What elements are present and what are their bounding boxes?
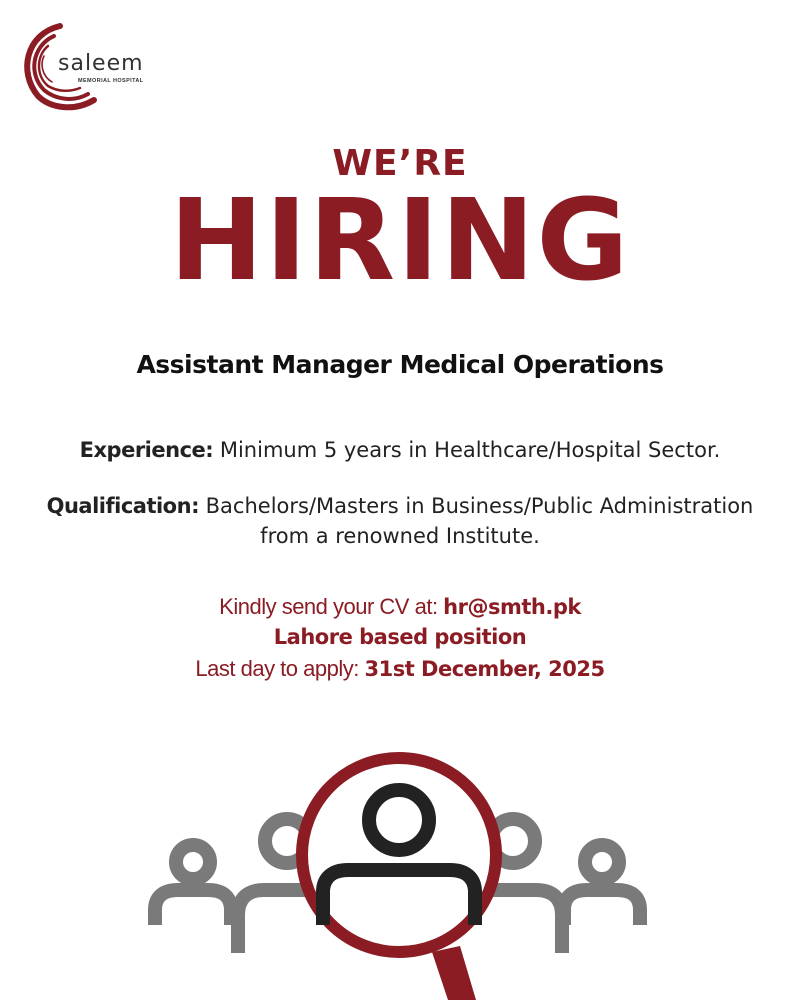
qualification-label: Qualification: [46,494,199,518]
person-far-right-body [564,890,640,925]
deadline-prefix: Last day to apply: [195,656,365,681]
cv-email[interactable]: hr@smth.pk [443,595,581,619]
person-far-right-head [585,845,619,879]
job-title: Assistant Manager Medical Operations [136,350,664,379]
experience-text: Minimum 5 years in Healthcare/Hospital Sector. [213,438,721,462]
qualification-requirement [20,491,780,551]
deadline-date: 31st December, 2025 [364,657,605,681]
headline-hiring: HIRING [169,176,631,306]
person-mid-left-body [238,890,312,953]
logo-wordmark: saleem [58,51,144,76]
logo-subtitle: MEMORIAL HOSPITAL [78,78,144,84]
magnifier-candidates-icon [0,720,800,1000]
cv-prefix: Kindly send your CV at: [219,594,444,619]
qualification-text-line2: from a renowned Institute. [260,524,540,548]
person-far-left-body [155,890,231,925]
deadline-line [0,656,800,682]
person-mid-right-body [488,890,562,953]
hospital-logo [16,22,166,117]
magnifier-handle [432,946,476,1000]
qualification-text: Bachelors/Masters in Business/Public Administration [198,494,754,518]
location-line [0,624,800,650]
person-far-left-head [176,845,210,879]
experience-requirement [20,435,780,465]
cv-instruction [0,594,800,620]
location-text: Lahore based position [273,625,527,649]
experience-label: Experience: [79,438,214,462]
headline-were: WE’RE [332,143,468,184]
